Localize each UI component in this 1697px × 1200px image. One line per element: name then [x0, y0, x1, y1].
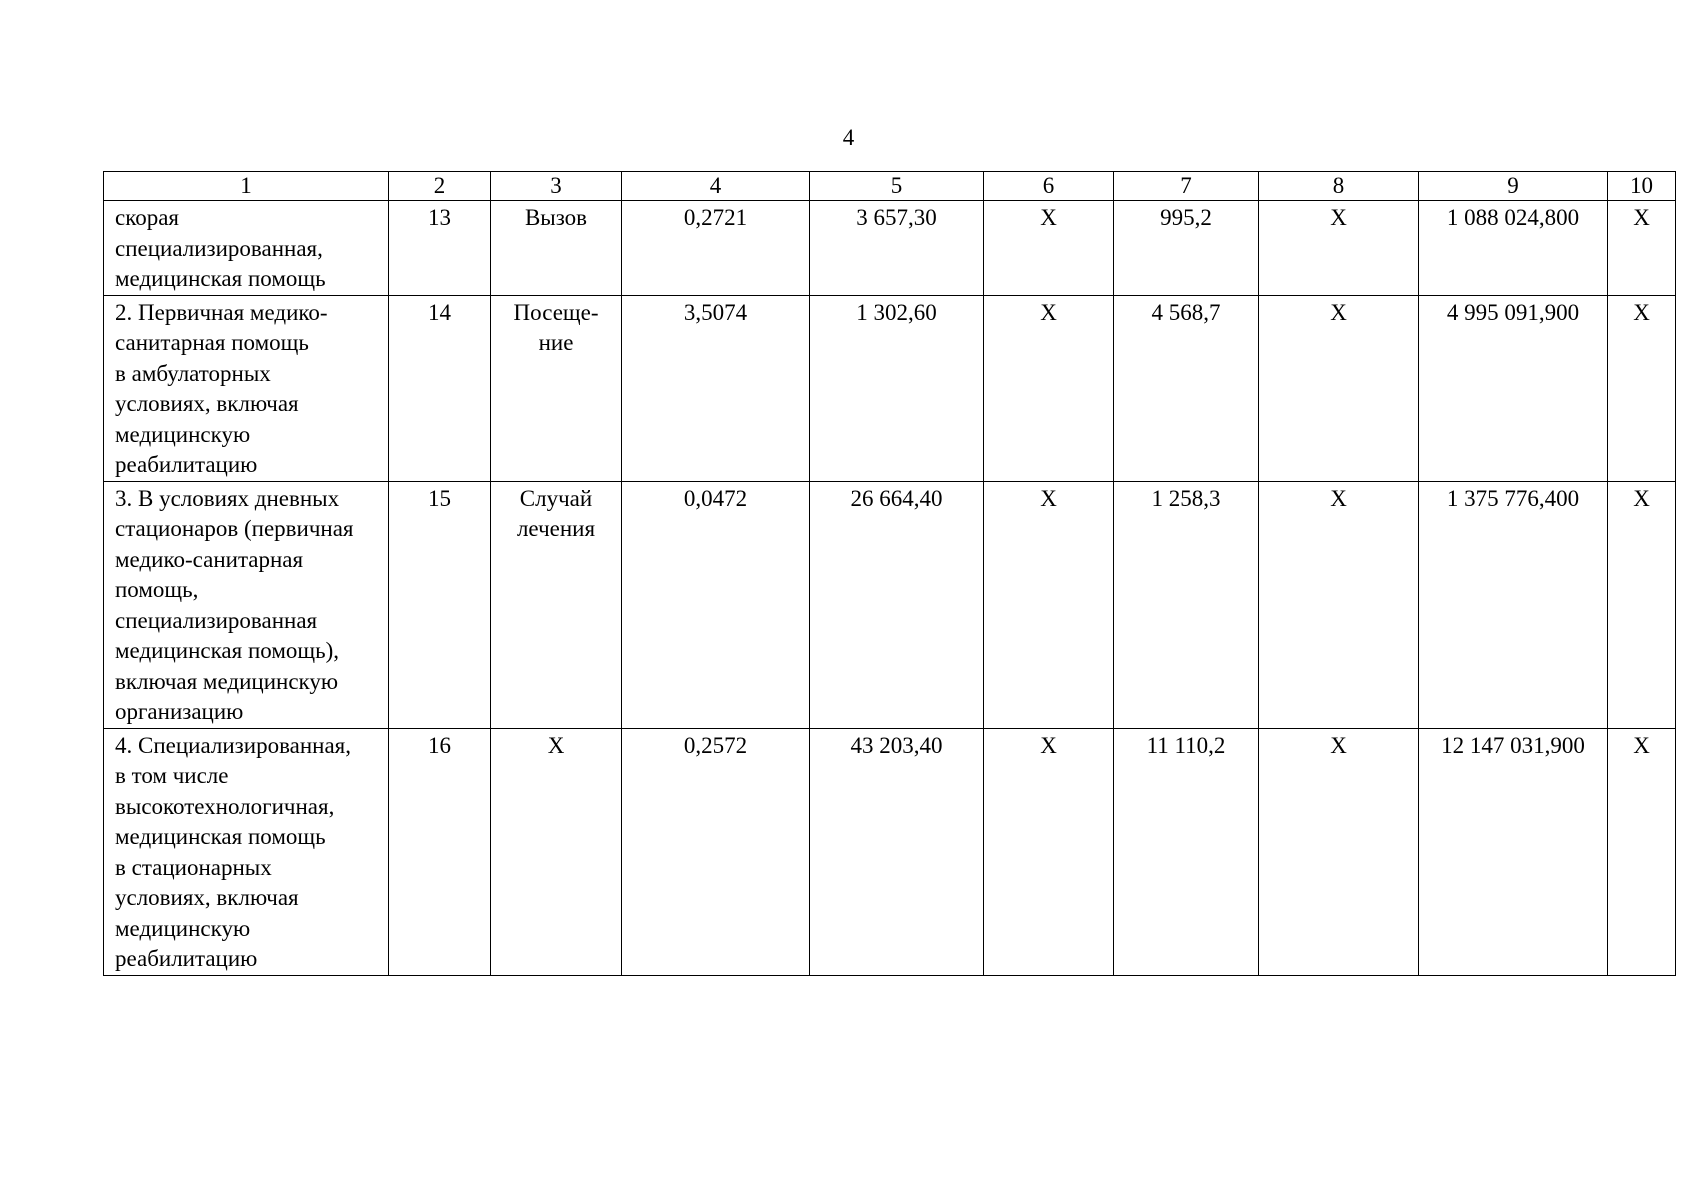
column-header: 6 [984, 172, 1114, 201]
care-type-text: медико-санитарная [115, 546, 304, 572]
care-type-cell [104, 295, 389, 481]
care-type-text: включая медицинскую [115, 668, 339, 694]
header-row [104, 172, 1676, 201]
value-cell: Х [984, 728, 1114, 975]
care-type-text: специализированная, [115, 235, 323, 261]
unit-text: ние [538, 330, 574, 355]
care-type-text: в стационарных [115, 854, 272, 880]
care-type-text: условиях, включая [115, 885, 299, 910]
value-cell: Х [984, 481, 1114, 728]
care-type-text: в том числе [115, 763, 229, 788]
care-type-text: 3. В условиях дневных [115, 485, 340, 511]
care-type-text: высокотехнологичная, [115, 793, 335, 819]
care-type-cell [104, 728, 389, 975]
value-cell: 11 110,2 [1114, 728, 1259, 975]
care-type-text: медицинскую [115, 421, 251, 447]
value-cell: 3 657,30 [810, 201, 984, 296]
column-header: 9 [1419, 172, 1608, 201]
value-cell: 3,5074 [622, 295, 810, 481]
column-header: 4 [622, 172, 810, 201]
value-cell: 26 664,40 [810, 481, 984, 728]
line-code-cell: 13 [389, 201, 491, 296]
unit-text: Посеще- [513, 299, 599, 325]
unit-text: Вызов [524, 205, 588, 230]
care-type-text: организацию [115, 699, 244, 724]
care-type-text: медицинская помощь [115, 266, 326, 291]
value-cell: 1 258,3 [1114, 481, 1259, 728]
column-header: 2 [389, 172, 491, 201]
value-cell: 43 203,40 [810, 728, 984, 975]
column-header: 8 [1259, 172, 1419, 201]
care-type-text: специализированная [115, 607, 318, 633]
care-type-text: медицинская помощь), [115, 638, 340, 663]
value-cell: 0,0472 [622, 481, 810, 728]
line-code-cell: 14 [389, 295, 491, 481]
care-type-text: скорая [115, 205, 180, 230]
table-row [104, 295, 1676, 481]
value-cell: 995,2 [1114, 201, 1259, 296]
value-cell: 1 088 024,800 [1419, 201, 1608, 296]
value-cell: 4 568,7 [1114, 295, 1259, 481]
value-cell: 12 147 031,900 [1419, 728, 1608, 975]
care-type-text: медицинская помощь [115, 824, 326, 849]
value-cell: 4 995 091,900 [1419, 295, 1608, 481]
value-cell: Х [1608, 728, 1676, 975]
table-row [104, 481, 1676, 728]
unit-text: лечения [516, 516, 596, 541]
care-type-text: в амбулаторных [115, 360, 271, 386]
care-type-text: санитарная помощь [115, 330, 309, 355]
care-type-text: 2. Первичная медико- [115, 299, 328, 325]
unit-cell [491, 481, 622, 728]
column-header: 3 [491, 172, 622, 201]
column-header: 10 [1608, 172, 1676, 201]
value-cell: Х [1608, 201, 1676, 296]
value-cell: 1 302,60 [810, 295, 984, 481]
unit-text: Х [547, 732, 565, 758]
data-table [103, 171, 1676, 976]
table-row [104, 201, 1676, 296]
care-type-cell [104, 201, 389, 296]
line-code-cell: 16 [389, 728, 491, 975]
care-type-text: реабилитацию [115, 946, 258, 971]
care-type-text: помощь, [115, 577, 199, 602]
care-type-text: условиях, включая [115, 391, 299, 416]
column-header: 5 [810, 172, 984, 201]
care-type-cell [104, 481, 389, 728]
column-header: 1 [104, 172, 389, 201]
column-header: 7 [1114, 172, 1259, 201]
care-type-text: 4. Специализированная, [115, 732, 351, 758]
value-cell: Х [984, 295, 1114, 481]
value-cell: 0,2572 [622, 728, 810, 975]
page-number: 4 [842, 125, 855, 150]
value-cell: 1 375 776,400 [1419, 481, 1608, 728]
unit-cell [491, 295, 622, 481]
care-type-text: реабилитацию [115, 452, 258, 477]
value-cell: Х [984, 201, 1114, 296]
table-row [104, 728, 1676, 975]
unit-text: Случай [519, 485, 593, 511]
line-code-cell: 15 [389, 481, 491, 728]
value-cell: Х [1608, 295, 1676, 481]
value-cell: Х [1259, 728, 1419, 975]
care-type-text: стационаров (первичная [115, 516, 354, 541]
unit-cell [491, 728, 622, 975]
care-type-text: медицинскую [115, 915, 251, 941]
value-cell: Х [1259, 201, 1419, 296]
value-cell: Х [1259, 295, 1419, 481]
value-cell: 0,2721 [622, 201, 810, 296]
value-cell: Х [1608, 481, 1676, 728]
value-cell: Х [1259, 481, 1419, 728]
unit-cell [491, 201, 622, 296]
